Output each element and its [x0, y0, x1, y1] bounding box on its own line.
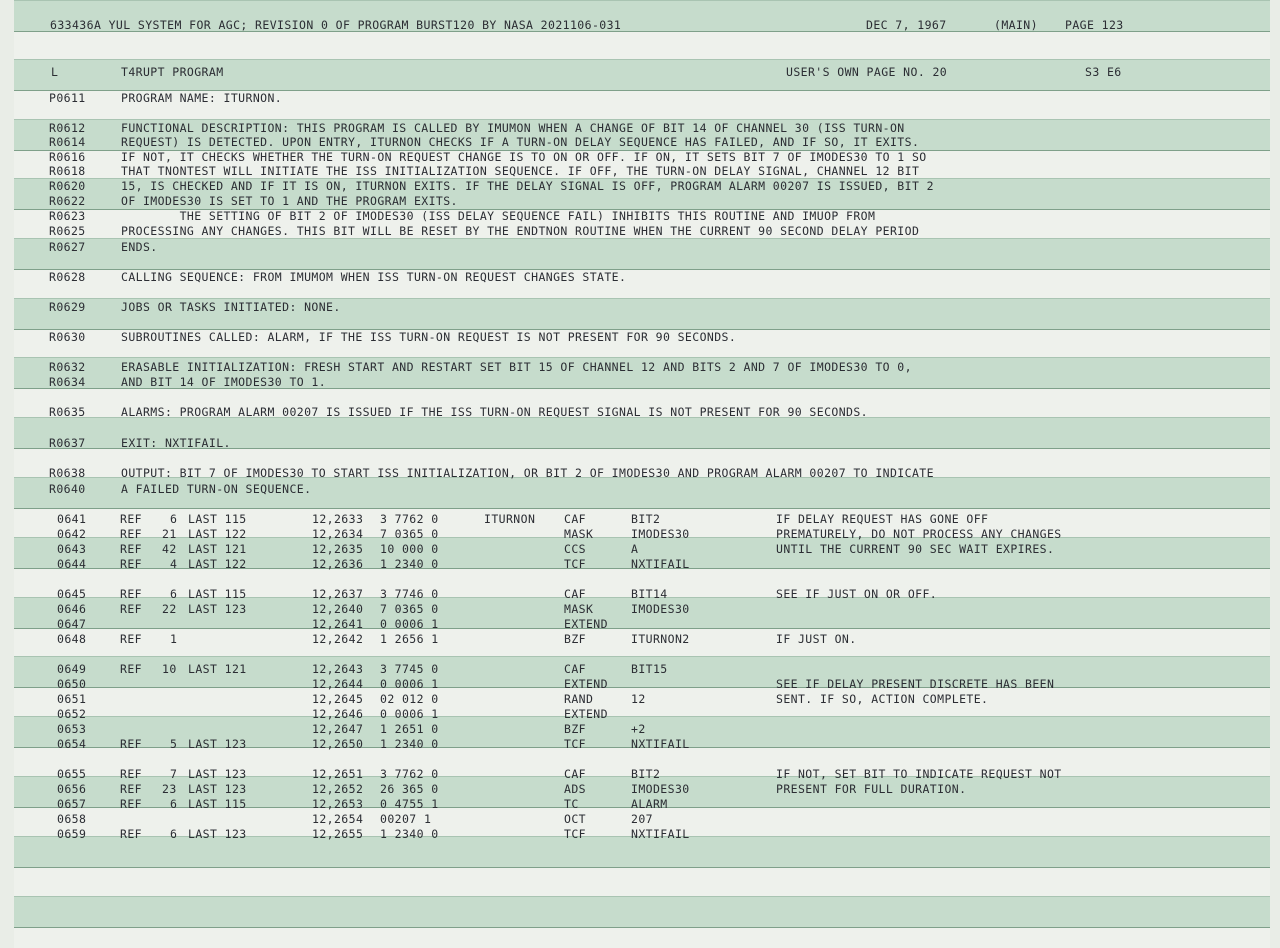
code-word: 0 0006 1: [380, 707, 439, 721]
code-word: 1 2651 0: [380, 722, 439, 736]
code-operand: NXTIFAIL: [631, 827, 690, 841]
code-line-number: 0646: [57, 602, 87, 616]
remark-text: A FAILED TURN-ON SEQUENCE.: [121, 482, 312, 496]
header-page: PAGE 123: [1065, 18, 1124, 32]
code-comment: PREMATURELY, DO NOT PROCESS ANY CHANGES: [776, 527, 1062, 541]
remark-text: REQUEST) IS DETECTED. UPON ENTRY, ITURNON CHECKS IF A TURN-ON DELAY SEQUENCE HAS FAILED, AND IF SO, IT EXITS.: [121, 135, 920, 149]
code-opcode: EXTEND: [564, 677, 608, 691]
code-line-number: 0655: [57, 767, 87, 781]
code-operand: BIT14: [631, 587, 668, 601]
listing-page: [14, 0, 1270, 948]
code-opcode: TCF: [564, 737, 586, 751]
code-line-number: 0643: [57, 542, 87, 556]
code-ref: REF: [120, 797, 142, 811]
code-operand: NXTIFAIL: [631, 737, 690, 751]
code-line-number: 0650: [57, 677, 87, 691]
remark-line-number: R0628: [49, 270, 86, 284]
code-operand: ITURNON2: [631, 632, 690, 646]
code-line-number: 0658: [57, 812, 87, 826]
code-last-ref: LAST 123: [188, 602, 247, 616]
code-comment: UNTIL THE CURRENT 90 SEC WAIT EXPIRES.: [776, 542, 1055, 556]
code-label: ITURNON: [484, 512, 536, 526]
code-address: 12,2647: [312, 722, 364, 736]
code-operand: IMODES30: [631, 602, 690, 616]
code-ref: REF: [120, 512, 142, 526]
code-operand: ALARM: [631, 797, 668, 811]
code-ref-count: 6: [170, 512, 178, 526]
code-address: 12,2643: [312, 662, 364, 676]
remark-line-number: R0637: [49, 436, 86, 450]
code-opcode: MASK: [564, 527, 594, 541]
remark-line-number: R0616: [49, 150, 86, 164]
header-log-section-marker: L: [51, 65, 59, 79]
remark-text: EXIT: NXTIFAIL.: [121, 436, 231, 450]
code-word: 0 0006 1: [380, 677, 439, 691]
code-word: 10 000 0: [380, 542, 439, 556]
code-word: 7 0365 0: [380, 602, 439, 616]
header-date: DEC 7, 1967: [866, 18, 947, 32]
code-address: 12,2655: [312, 827, 364, 841]
code-line-number: 0653: [57, 722, 87, 736]
code-last-ref: LAST 115: [188, 587, 247, 601]
remark-text: PROGRAM NAME: ITURNON.: [121, 91, 283, 105]
remark-text: OUTPUT: BIT 7 OF IMODES30 TO START ISS INITIALIZATION, OR BIT 2 OF IMODES30 AND PROGRAM ALARM 00207 TO INDICATE: [121, 466, 934, 480]
code-line-number: 0654: [57, 737, 87, 751]
code-last-ref: LAST 122: [188, 527, 247, 541]
code-operand: 12: [631, 692, 646, 706]
code-word: 1 2340 0: [380, 827, 439, 841]
code-opcode: BZF: [564, 722, 586, 736]
remark-line-number: P0611: [49, 91, 86, 105]
code-address: 12,2645: [312, 692, 364, 706]
code-ref: REF: [120, 557, 142, 571]
remark-text: IF NOT, IT CHECKS WHETHER THE TURN-ON REQUEST CHANGE IS TO ON OR OFF. IF ON, IT SETS BIT 7 OF IMODES30 TO 1 SO: [121, 150, 927, 164]
header-user-page: USER'S OWN PAGE NO. 20: [786, 65, 948, 79]
code-line-number: 0644: [57, 557, 87, 571]
code-opcode: EXTEND: [564, 707, 608, 721]
code-ref-count: 42: [162, 542, 177, 556]
code-address: 12,2641: [312, 617, 364, 631]
code-line-number: 0645: [57, 587, 87, 601]
code-word: 3 7746 0: [380, 587, 439, 601]
code-line-number: 0649: [57, 662, 87, 676]
remark-text: JOBS OR TASKS INITIATED: NONE.: [121, 300, 341, 314]
code-word: 3 7745 0: [380, 662, 439, 676]
code-opcode: CAF: [564, 587, 586, 601]
remark-line-number: R0612: [49, 121, 86, 135]
remark-line-number: R0629: [49, 300, 86, 314]
remark-text: THE SETTING OF BIT 2 OF IMODES30 (ISS DELAY SEQUENCE FAIL) INHIBITS THIS ROUTINE AND IMUOP FROM: [121, 209, 876, 223]
code-last-ref: LAST 121: [188, 542, 247, 556]
code-comment: IF JUST ON.: [776, 632, 857, 646]
code-address: 12,2633: [312, 512, 364, 526]
code-word: 0 4755 1: [380, 797, 439, 811]
code-line-number: 0656: [57, 782, 87, 796]
code-ref-count: 4: [170, 557, 178, 571]
code-word: 26 365 0: [380, 782, 439, 796]
code-address: 12,2640: [312, 602, 364, 616]
code-word: 7 0365 0: [380, 527, 439, 541]
code-comment: SEE IF DELAY PRESENT DISCRETE HAS BEEN: [776, 677, 1055, 691]
code-ref: REF: [120, 737, 142, 751]
code-opcode: RAND: [564, 692, 594, 706]
remark-line-number: R0635: [49, 405, 86, 419]
greenbar-band: [14, 896, 1270, 928]
code-comment: IF NOT, SET BIT TO INDICATE REQUEST NOT: [776, 767, 1062, 781]
remark-text: THAT TNONTEST WILL INITIATE THE ISS INITIALIZATION SEQUENCE. IF OFF, THE TURN-ON DELAY SIGNAL, CHANNEL 12 BIT: [121, 164, 920, 178]
remark-text: ERASABLE INITIALIZATION: FRESH START AND RESTART SET BIT 15 OF CHANNEL 12 AND BITS 2 AND 7 OF IMODES30 TO 0,: [121, 360, 912, 374]
code-opcode: BZF: [564, 632, 586, 646]
remark-text: OF IMODES30 IS SET TO 1 AND THE PROGRAM EXITS.: [121, 194, 458, 208]
header-main: (MAIN): [994, 18, 1038, 32]
code-ref-count: 23: [162, 782, 177, 796]
code-opcode: EXTEND: [564, 617, 608, 631]
code-address: 12,2650: [312, 737, 364, 751]
code-ref: REF: [120, 632, 142, 646]
greenbar-band: [14, 238, 1270, 270]
code-word: 3 7762 0: [380, 767, 439, 781]
header-log-section-title: T4RUPT PROGRAM: [121, 65, 224, 79]
code-address: 12,2652: [312, 782, 364, 796]
code-operand: +2: [631, 722, 646, 736]
code-line-number: 0647: [57, 617, 87, 631]
remark-line-number: R0634: [49, 375, 86, 389]
remark-text: SUBROUTINES CALLED: ALARM, IF THE ISS TURN-ON REQUEST IS NOT PRESENT FOR 90 SECONDS.: [121, 330, 737, 344]
code-ref: REF: [120, 827, 142, 841]
header-subpage: S3 E6: [1085, 65, 1122, 79]
code-operand: BIT2: [631, 767, 661, 781]
code-comment: SENT. IF SO, ACTION COMPLETE.: [776, 692, 989, 706]
code-ref: REF: [120, 662, 142, 676]
code-line-number: 0652: [57, 707, 87, 721]
code-ref-count: 6: [170, 827, 178, 841]
code-line-number: 0659: [57, 827, 87, 841]
code-word: 3 7762 0: [380, 512, 439, 526]
code-ref-count: 6: [170, 797, 178, 811]
code-ref: REF: [120, 527, 142, 541]
code-last-ref: LAST 115: [188, 797, 247, 811]
code-address: 12,2644: [312, 677, 364, 691]
code-ref-count: 7: [170, 767, 178, 781]
remark-line-number: R0618: [49, 164, 86, 178]
code-last-ref: LAST 123: [188, 782, 247, 796]
code-operand: NXTIFAIL: [631, 557, 690, 571]
code-opcode: TC: [564, 797, 579, 811]
code-opcode: MASK: [564, 602, 594, 616]
code-last-ref: LAST 123: [188, 767, 247, 781]
code-address: 12,2642: [312, 632, 364, 646]
remark-line-number: R0627: [49, 240, 86, 254]
remark-text: ALARMS: PROGRAM ALARM 00207 IS ISSUED IF THE ISS TURN-ON REQUEST SIGNAL IS NOT PRESENT FOR 90 SECONDS.: [121, 405, 869, 419]
remark-line-number: R0630: [49, 330, 86, 344]
code-ref-count: 1: [170, 632, 178, 646]
code-opcode: CAF: [564, 767, 586, 781]
remark-line-number: R0620: [49, 179, 86, 193]
remark-text: CALLING SEQUENCE: FROM IMUMOM WHEN ISS TURN-ON REQUEST CHANGES STATE.: [121, 270, 627, 284]
code-opcode: CAF: [564, 662, 586, 676]
code-last-ref: LAST 121: [188, 662, 247, 676]
code-ref: REF: [120, 542, 142, 556]
remark-line-number: R0622: [49, 194, 86, 208]
code-comment: PRESENT FOR FULL DURATION.: [776, 782, 967, 796]
code-address: 12,2634: [312, 527, 364, 541]
code-word: 1 2340 0: [380, 737, 439, 751]
code-line-number: 0648: [57, 632, 87, 646]
code-operand: 207: [631, 812, 653, 826]
code-last-ref: LAST 122: [188, 557, 247, 571]
code-line-number: 0642: [57, 527, 87, 541]
remark-line-number: R0614: [49, 135, 86, 149]
remark-line-number: R0640: [49, 482, 86, 496]
code-ref-count: 10: [162, 662, 177, 676]
code-ref-count: 5: [170, 737, 178, 751]
code-opcode: TCF: [564, 827, 586, 841]
header-title: 633436A YUL SYSTEM FOR AGC; REVISION 0 OF PROGRAM BURST120 BY NASA 2021106-031: [50, 18, 622, 32]
code-opcode: TCF: [564, 557, 586, 571]
remark-text: AND BIT 14 OF IMODES30 TO 1.: [121, 375, 327, 389]
code-operand: IMODES30: [631, 527, 690, 541]
code-address: 12,2646: [312, 707, 364, 721]
code-ref-count: 6: [170, 587, 178, 601]
remark-text: FUNCTIONAL DESCRIPTION: THIS PROGRAM IS CALLED BY IMUMON WHEN A CHANGE OF BIT 14 OF CHANNEL 30 (ISS TURN-ON: [121, 121, 905, 135]
remark-line-number: R0638: [49, 466, 86, 480]
code-address: 12,2636: [312, 557, 364, 571]
code-ref: REF: [120, 587, 142, 601]
code-ref: REF: [120, 602, 142, 616]
code-opcode: CAF: [564, 512, 586, 526]
code-last-ref: LAST 123: [188, 827, 247, 841]
code-ref: REF: [120, 782, 142, 796]
code-opcode: ADS: [564, 782, 586, 796]
code-address: 12,2654: [312, 812, 364, 826]
code-line-number: 0651: [57, 692, 87, 706]
code-word: 00207 1: [380, 812, 432, 826]
code-opcode: OCT: [564, 812, 586, 826]
code-ref: REF: [120, 767, 142, 781]
remark-line-number: R0632: [49, 360, 86, 374]
code-operand: BIT15: [631, 662, 668, 676]
code-last-ref: LAST 123: [188, 737, 247, 751]
remark-line-number: R0623: [49, 209, 86, 223]
remark-text: 15, IS CHECKED AND IF IT IS ON, ITURNON EXITS. IF THE DELAY SIGNAL IS OFF, PROGRAM ALARM 00207 IS ISSUED, BIT 2: [121, 179, 934, 193]
code-ref-count: 22: [162, 602, 177, 616]
code-line-number: 0641: [57, 512, 87, 526]
code-address: 12,2653: [312, 797, 364, 811]
code-word: 1 2340 0: [380, 557, 439, 571]
code-operand: BIT2: [631, 512, 661, 526]
code-last-ref: LAST 115: [188, 512, 247, 526]
remark-text: PROCESSING ANY CHANGES. THIS BIT WILL BE RESET BY THE ENDTNON ROUTINE WHEN THE CURRENT 90 SECOND DELAY PERIOD: [121, 224, 920, 238]
code-operand: IMODES30: [631, 782, 690, 796]
code-opcode: CCS: [564, 542, 586, 556]
code-address: 12,2637: [312, 587, 364, 601]
code-comment: IF DELAY REQUEST HAS GONE OFF: [776, 512, 989, 526]
code-address: 12,2635: [312, 542, 364, 556]
code-ref-count: 21: [162, 527, 177, 541]
code-word: 1 2656 1: [380, 632, 439, 646]
code-operand: A: [631, 542, 639, 556]
remark-line-number: R0625: [49, 224, 86, 238]
code-address: 12,2651: [312, 767, 364, 781]
remark-text: ENDS.: [121, 240, 158, 254]
code-line-number: 0657: [57, 797, 87, 811]
code-comment: SEE IF JUST ON OR OFF.: [776, 587, 938, 601]
code-word: 0 0006 1: [380, 617, 439, 631]
code-word: 02 012 0: [380, 692, 439, 706]
